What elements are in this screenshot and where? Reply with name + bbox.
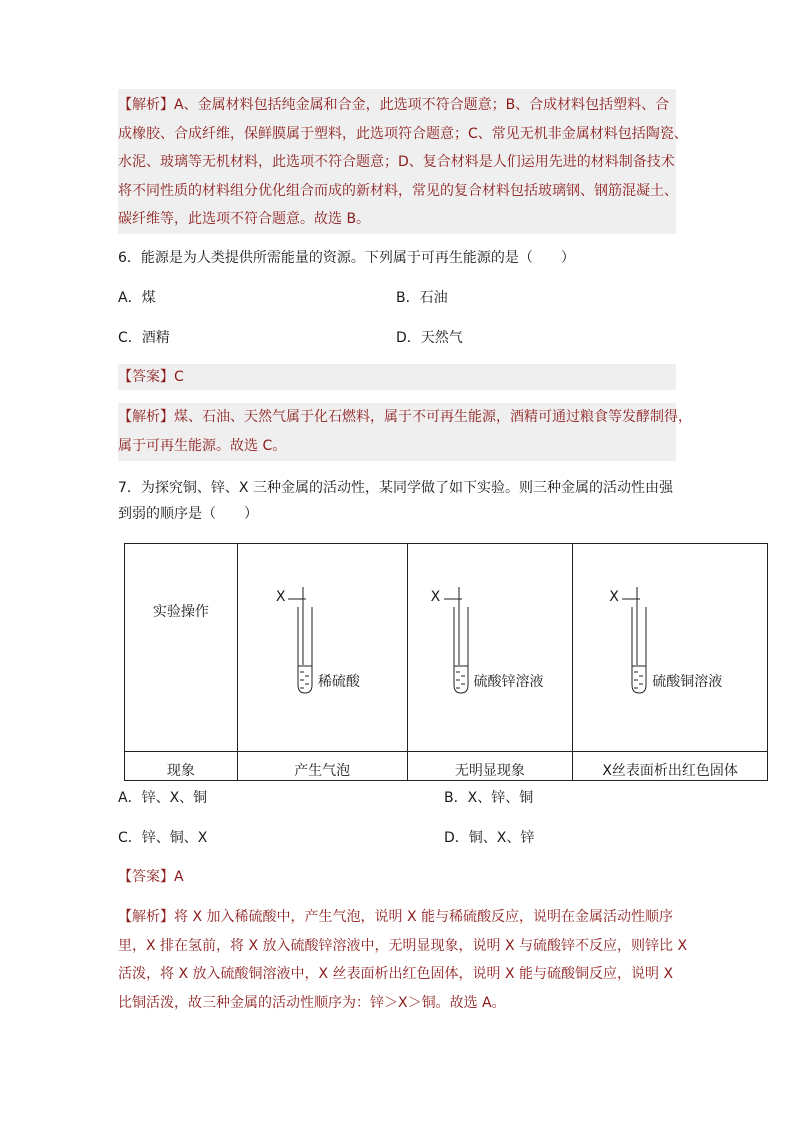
solution-label: 稀硫酸 <box>317 673 360 690</box>
experiment-cell-3 <box>573 544 768 752</box>
q7-answer-block <box>118 866 676 888</box>
experiment-cell-2 <box>407 544 573 752</box>
metal-x-label: X <box>275 588 286 605</box>
q7-option-d: D．铜、X、锌 <box>444 830 535 846</box>
q5-analysis-block <box>118 89 688 234</box>
row-header-phenomenon: 现象 <box>125 752 238 781</box>
q7-stem-line: 到弱的顺序是（ ） <box>118 506 258 522</box>
q7-option-b: B．X、锌、铜 <box>444 790 534 806</box>
metal-x-label: X <box>609 588 619 605</box>
phenomenon-cell: X丝表面析出红色固体 <box>573 752 768 781</box>
q5-analysis-line: 将不同性质的材料组分优化组合而成的新材料，常见的复合材料包括玻璃钢、钢筋混凝土、 <box>118 182 678 199</box>
q5-analysis-tag: 【解析】 <box>118 97 174 113</box>
experiment-cell-1 <box>237 544 407 752</box>
q7-analysis-block <box>118 903 688 1017</box>
test-tube-figure <box>238 573 407 723</box>
phenomenon-cell: 产生气泡 <box>237 752 407 781</box>
metal-x-label: X <box>430 588 441 605</box>
row-header-operation: 实验操作 <box>125 544 238 752</box>
q6-analysis-line: 属于可再生能源。故选 C。 <box>118 437 287 454</box>
q6-analysis-tag: 【解析】 <box>118 409 174 425</box>
q6-analysis-line: 煤、石油、天然气属于化石燃料，属于不可再生能源，酒精可通过粮食等发酵制得， <box>174 409 692 425</box>
test-tube-figure <box>408 573 573 723</box>
q6-answer-tag: 【答案】 <box>118 369 174 385</box>
solution-label: 硫酸铜溶液 <box>652 673 723 690</box>
test-tube-figure <box>573 573 767 723</box>
q6-option-a: A．煤 <box>118 290 156 306</box>
q7-analysis-line: 活泼，将 X 放入硫酸铜溶液中，X 丝表面析出红色固体，说明 X 能与硫酸铜反应，说明 X <box>118 966 674 983</box>
q7-answer-value: A <box>174 869 184 885</box>
q6-option-d: D．天然气 <box>396 330 463 346</box>
q7-option-c: C．锌、铜、X <box>118 830 208 846</box>
q5-analysis-line: 成橡胶、合成纤维，保鲜膜属于塑料，此选项符合题意；C、常见无机非金属材料包括陶瓷、 <box>118 125 688 142</box>
test-tube-icon <box>573 573 768 723</box>
experiment-table <box>124 543 768 781</box>
q5-analysis-line: 碳纤维等，此选项不符合题意。故选 B。 <box>118 211 371 228</box>
q5-analysis-line: A、金属材料包括纯金属和合金，此选项不符合题意；B、合成材料包括塑料、合 <box>174 97 670 113</box>
q7-option-a: A．锌、X、铜 <box>118 790 208 806</box>
q7-stem-line: 7．为探究铜、锌、X 三种金属的活动性，某同学做了如下实验。则三种金属的活动性由强 <box>118 480 673 496</box>
q7-analysis-tag: 【解析】 <box>118 909 174 925</box>
q6-analysis-block <box>118 403 692 461</box>
q6-stem: 6．能源是为人类提供所需能量的资源。下列属于可再生能源的是（ ） <box>118 250 575 266</box>
q6-answer-value: C <box>174 369 184 385</box>
test-tube-icon <box>238 573 408 723</box>
q7-analysis-line: 将 X 加入稀硫酸中，产生气泡，说明 X 能与稀硫酸反应，说明在金属活动性顺序 <box>174 909 673 925</box>
q6-answer-block <box>118 364 676 390</box>
phenomenon-cell: 无明显现象 <box>407 752 573 781</box>
q7-answer-tag: 【答案】 <box>118 869 174 885</box>
q7-analysis-line: 比铜活泼，故三种金属的活动性顺序为：锌＞X＞铜。故选 A。 <box>118 994 506 1011</box>
test-tube-icon <box>408 573 574 723</box>
q6-option-b: B．石油 <box>396 290 448 306</box>
solution-label: 硫酸锌溶液 <box>473 673 544 690</box>
q7-analysis-line: 里，X 排在氢前，将 X 放入硫酸锌溶液中，无明显现象，说明 X 与硫酸锌不反应，则锌比 X <box>118 937 688 954</box>
q5-analysis-line: 水泥、玻璃等无机材料，此选项不符合题意；D、复合材料是人们运用先进的材料制备技术 <box>118 154 675 171</box>
q6-option-c: C．酒精 <box>118 330 170 346</box>
